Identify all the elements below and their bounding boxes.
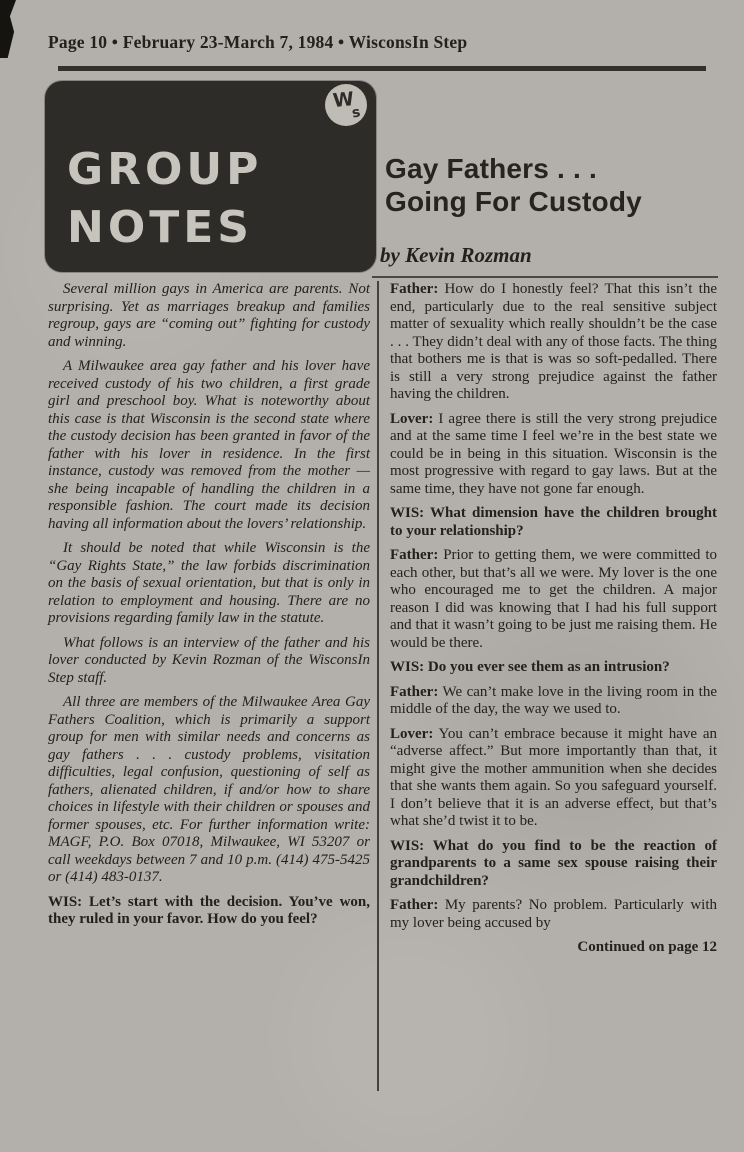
speaker-label: Father: [390, 281, 439, 297]
intro-paragraph: It should be noted that while Wisconsin is the “Gay Rights State,” the law forbids discrimination on the basis of sexual orientation, but that is only in relation to employment and housing. There are no provisions regarding family law in the statute. [48, 540, 370, 626]
section-title-line2: NOTES [67, 202, 253, 253]
intro-paragraph: What follows is an interview of the father and his lover conducted by Kevin Rozman of the WisconsIn Step staff. [48, 634, 370, 686]
continued-notice: Continued on page 12 [577, 939, 717, 955]
article-byline: by Kevin Rozman [380, 243, 532, 267]
speaker-label: Lover: [390, 410, 434, 427]
interviewer-question: WIS: What do you find to be the reaction of grandparents to a same sex spouse raising their grandchildren? [390, 837, 717, 889]
intro-paragraph: Several million gays in America are parents. Not surprising. Yet as marriages breakup and families regroup, gays are “coming out” fighting for custody and winning. [48, 281, 370, 350]
intro-paragraph: All three are members of the Milwaukee Area Gay Fathers Coalition, which is primarily a support group for men with similar needs and concerns as gay fathers . . . custody problems, visitation difficulties, legal confusion, questioning of self as fathers, alienated children, if and/or how to share choices in lifestyle with their children or spouses and former spouses, etc. For further information write: MAGF, P.O. Box 07018, Milwaukee, WI 53207 or call weekdays between 7 and 10 p.m. (414) 475-5425 or (414) 483-0137. [48, 694, 370, 885]
wisconsin-step-logo-icon [325, 84, 367, 126]
article-headline [385, 152, 725, 218]
group-notes-box [45, 81, 376, 272]
section-title [67, 141, 262, 257]
speaker-label: Father: [390, 897, 439, 913]
answer-paragraph: Father: How do I honestly feel? That this isn’t the end, particularly due to the real sensitive subject matter of sexuality which really shouldn’t be the case . . . They didn’t deal with any of those facts. The thing that bothers me is that is was so soft-pedalled. There is still a very strong prejudice against the father having the children. [390, 281, 717, 402]
interviewer-question: WIS: What dimension have the children brought to your relationship? [390, 505, 717, 539]
left-column [48, 281, 370, 936]
logo-letter-w: W [331, 87, 356, 113]
scan-artifact [0, 0, 16, 58]
page-header: Page 10 • February 23-March 7, 1984 • WisconsIn Step [48, 32, 468, 52]
speaker-label: Lover: [390, 725, 434, 742]
speaker-label: Father: [390, 683, 439, 700]
answer-paragraph: Father: We can’t make love in the living room in the middle of the day, the way we used to. [390, 683, 717, 717]
interviewer-question: WIS: Do you ever see them as an intrusion? [390, 659, 670, 675]
byline-rule [372, 276, 718, 278]
speaker-label: Father: [390, 547, 439, 563]
answer-paragraph: Father: My parents? No problem. Particularly with my lover being accused by [390, 897, 717, 931]
answer-paragraph: Lover: I agree there is still the very strong prejudice and at the same time I feel we’re in the best state we could be in being in this situation. Wisconsin is the most progressive with regard to gay laws. But at the same time, they have not gone far enough. [390, 410, 717, 497]
header-rule [58, 66, 706, 71]
section-title-line1: GROUP [67, 144, 263, 195]
headline-line1: Gay Fathers . . . [385, 153, 597, 184]
interviewer-question: WIS: Let’s start with the decision. You’ve won, they ruled in your favor. How do you feel? [48, 893, 370, 927]
logo-letter-s: s [350, 104, 362, 122]
answer-paragraph: Lover: You can’t embrace because it might have an “adverse affect.” But more importantly than that, it might give the mother ammunition when she decides that she wants them again. So you safeguard yourself. I don’t believe that it is an adverse effect, but that’s what she’d twist it to be. [390, 725, 717, 829]
right-column [390, 281, 717, 964]
headline-line2: Going For Custody [385, 186, 642, 217]
answer-paragraph: Father: Prior to getting them, we were committed to each other, but that’s all we were. My lover is the one who encouraged me to get the children. A major reason I did was knowing that I had his full support and that it wasn’t going to be just me raising them. He would be there. [390, 547, 717, 651]
intro-paragraph: A Milwaukee area gay father and his lover have received custody of his two children, a first grade girl and preschool boy. What is noteworthy about this case is that Wisconsin is the second state where the custody decision has been granted in favor of the father with his lover in residence. In the first instance, custody was removed from the mother — she being incapable of handling the children in a responsible fashion. The court made its decision having all information about the lovers’ relationship. [48, 358, 370, 532]
column-divider [377, 281, 379, 1091]
